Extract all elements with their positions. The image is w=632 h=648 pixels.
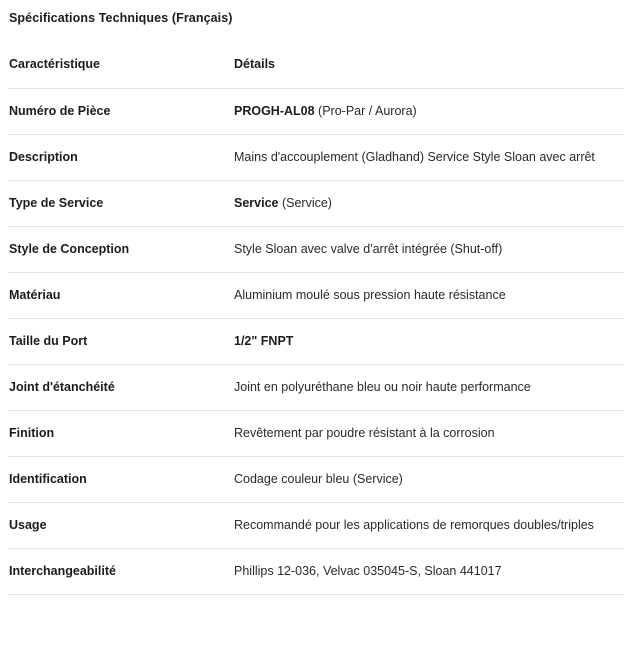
row-label-text: Identification bbox=[9, 472, 87, 486]
row-value bbox=[234, 549, 624, 595]
table-body bbox=[8, 89, 624, 595]
row-label bbox=[8, 89, 234, 135]
table-row bbox=[8, 457, 624, 503]
row-value-text bbox=[234, 181, 624, 226]
table-row bbox=[8, 273, 624, 319]
row-label bbox=[8, 503, 234, 549]
row-value-plain: Style Sloan avec valve d'arrêt intégrée (Shut-off) bbox=[234, 242, 503, 256]
row-value-text bbox=[234, 227, 624, 272]
row-value-text bbox=[234, 135, 624, 180]
row-value-emphasis: Service bbox=[234, 196, 279, 210]
table-row bbox=[8, 549, 624, 595]
row-value-plain: Phillips 12-036, Velvac 035045-S, Sloan 441017 bbox=[234, 564, 502, 578]
row-value bbox=[234, 411, 624, 457]
row-label bbox=[8, 273, 234, 319]
row-label bbox=[8, 457, 234, 503]
table-row bbox=[8, 411, 624, 457]
row-label-text: Description bbox=[9, 150, 78, 164]
table-row bbox=[8, 181, 624, 227]
row-value bbox=[234, 457, 624, 503]
row-value bbox=[234, 273, 624, 319]
row-label bbox=[8, 181, 234, 227]
specifications-table bbox=[8, 40, 624, 595]
row-label bbox=[8, 411, 234, 457]
table-header bbox=[8, 40, 624, 89]
table-row bbox=[8, 319, 624, 365]
row-value-text bbox=[234, 549, 624, 594]
page-title: Spécifications Techniques (Français) bbox=[9, 11, 233, 25]
row-value bbox=[234, 181, 624, 227]
row-label-text: Interchangeabilité bbox=[9, 564, 116, 578]
row-value bbox=[234, 227, 624, 273]
row-value-emphasis: 1/2" FNPT bbox=[234, 334, 294, 348]
row-value-text bbox=[234, 319, 624, 364]
row-label bbox=[8, 549, 234, 595]
row-label bbox=[8, 135, 234, 181]
row-value-plain: (Service) bbox=[278, 196, 332, 210]
row-label-text: Usage bbox=[9, 518, 47, 532]
table-row bbox=[8, 135, 624, 181]
row-value-text bbox=[234, 273, 624, 318]
row-value-plain: Aluminium moulé sous pression haute résistance bbox=[234, 288, 506, 302]
row-label-text: Joint d'étanchéité bbox=[9, 380, 115, 394]
table-header-row bbox=[8, 40, 624, 89]
row-value bbox=[234, 135, 624, 181]
row-label-text: Numéro de Pièce bbox=[9, 104, 111, 118]
row-value-plain: Recommandé pour les applications de remorques doubles/triples bbox=[234, 518, 594, 532]
row-label-text: Finition bbox=[9, 426, 55, 440]
row-value-plain: Joint en polyuréthane bleu ou noir haute performance bbox=[234, 380, 531, 394]
row-value bbox=[234, 503, 624, 549]
row-label bbox=[8, 227, 234, 273]
row-value-text bbox=[234, 457, 624, 502]
row-value-text bbox=[234, 89, 624, 134]
row-label-text: Type de Service bbox=[9, 196, 104, 210]
column-header-details: Détails bbox=[234, 40, 624, 89]
row-value-text bbox=[234, 503, 624, 548]
row-value-plain: Revêtement par poudre résistant à la corrosion bbox=[234, 426, 495, 440]
row-value-plain: (Pro-Par / Aurora) bbox=[314, 104, 417, 118]
row-value-text bbox=[234, 365, 624, 410]
table-row bbox=[8, 503, 624, 549]
table-row bbox=[8, 365, 624, 411]
row-value-emphasis: PROGH-AL08 bbox=[234, 104, 315, 118]
row-value-plain: Mains d'accouplement (Gladhand) Service Style Sloan avec arrêt bbox=[234, 150, 595, 164]
column-header-characteristic: Caractéristique bbox=[8, 40, 234, 89]
table-row bbox=[8, 89, 624, 135]
table-row bbox=[8, 227, 624, 273]
row-label-text: Style de Conception bbox=[9, 242, 130, 256]
row-label-text: Taille du Port bbox=[9, 334, 88, 348]
row-value-plain: Codage couleur bleu (Service) bbox=[234, 472, 403, 486]
row-label-text: Matériau bbox=[9, 288, 61, 302]
row-label bbox=[8, 319, 234, 365]
row-value-text bbox=[234, 411, 624, 456]
row-value bbox=[234, 365, 624, 411]
row-value bbox=[234, 89, 624, 135]
row-label bbox=[8, 365, 234, 411]
row-value bbox=[234, 319, 624, 365]
